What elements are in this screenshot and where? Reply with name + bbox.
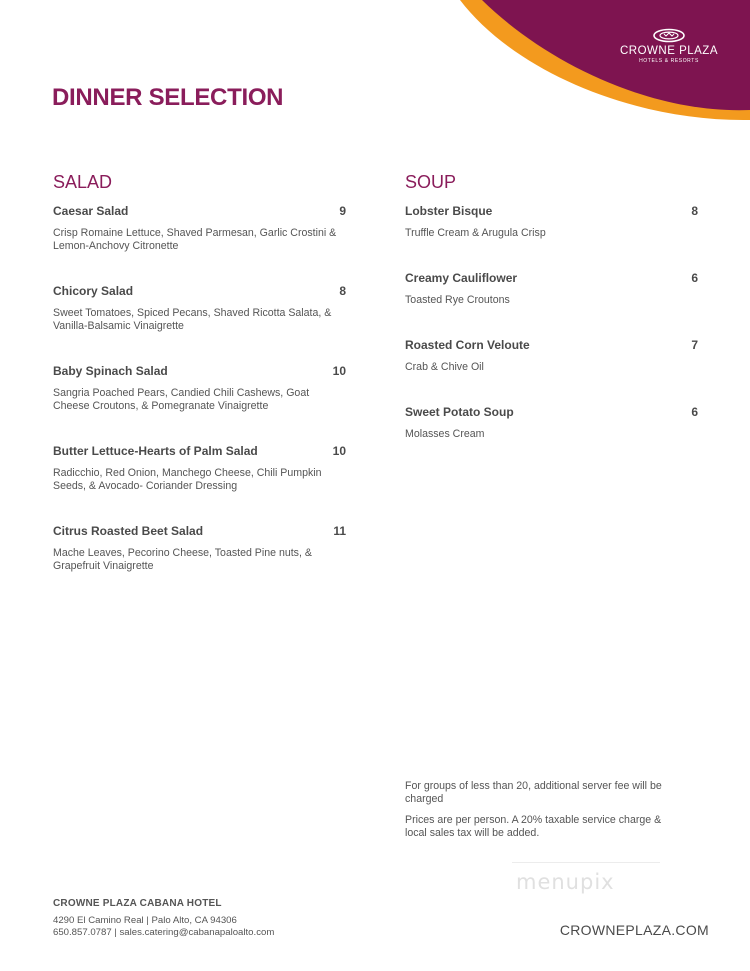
- menu-item-description: Mache Leaves, Pecorino Cheese, Toasted Pine nuts, & Grapefruit Vinaigrette: [53, 547, 312, 572]
- menu-item-price: 9: [339, 204, 346, 218]
- section-heading-soup: SOUP: [405, 172, 457, 192]
- menu-item-price: 8: [691, 204, 698, 218]
- menu-item-name: Chicory Salad: [53, 284, 134, 298]
- menu-item-description: Crab & Chive Oil: [405, 361, 484, 373]
- menu-item: [53, 364, 346, 444]
- pricing-notes: [405, 780, 685, 848]
- menu-item-description: Toasted Rye Croutons: [405, 294, 510, 306]
- menu-item-description: Sangria Poached Pears, Candied Chili Cashews, Goat Cheese Croutons, & Pomegranate Vinaigrette: [53, 387, 310, 412]
- menu-item: [53, 444, 346, 524]
- hotel-phone-email: 650.857.0787 | sales.catering@cabanapaloalto.com: [53, 927, 275, 938]
- menu-item-name: Baby Spinach Salad: [53, 364, 168, 378]
- website-link[interactable]: CROWNEPLAZA.COM: [559, 922, 709, 938]
- hotel-address: 4290 El Camino Real | Palo Alto, CA 94306: [53, 915, 237, 926]
- menu-item-name: Sweet Potato Soup: [405, 405, 514, 419]
- menupix-watermark: menupix: [516, 870, 615, 894]
- salad-section: [53, 172, 346, 604]
- menu-item-description: Molasses Cream: [405, 428, 485, 440]
- brand-name: CROWNE PLAZA: [619, 45, 718, 57]
- menu-item-description: Crisp Romaine Lettuce, Shaved Parmesan, Garlic Crostini & Lemon-Anchovy Citronette: [53, 227, 337, 252]
- menu-item-description: Truffle Cream & Arugula Crisp: [405, 227, 546, 239]
- menu-item-name: Butter Lettuce-Hearts of Palm Salad: [53, 444, 258, 458]
- brand-subtitle: HOTELS & RESORTS: [639, 58, 699, 64]
- menu-item-name: Creamy Cauliflower: [405, 271, 518, 285]
- soup-section: [405, 172, 698, 472]
- menu-item: [405, 338, 698, 405]
- menu-item: [53, 524, 346, 604]
- menu-item-price: 6: [691, 405, 698, 419]
- menu-item-name: Roasted Corn Veloute: [405, 338, 530, 352]
- section-heading-salad: SALAD: [53, 172, 113, 192]
- menu-item: [405, 405, 698, 472]
- note-service-charge: Prices are per person. A 20% taxable service charge & local sales tax will be added.: [405, 814, 662, 839]
- menu-item: [405, 271, 698, 338]
- menu-item-price: 6: [691, 271, 698, 285]
- menu-item-name: Caesar Salad: [53, 204, 129, 218]
- hotel-name: CROWNE PLAZA CABANA HOTEL: [53, 898, 222, 909]
- menu-item-price: 8: [339, 284, 346, 298]
- menu-item-price: 10: [332, 364, 346, 378]
- menu-item-price: 10: [332, 444, 346, 458]
- hotel-contact-block: [53, 898, 274, 939]
- menu-item-description: Sweet Tomatoes, Spiced Pecans, Shaved Ricotta Salata, & Vanilla-Balsamic Vinaigrette: [53, 307, 332, 332]
- menu-item-description: Radicchio, Red Onion, Manchego Cheese, Chili Pumpkin Seeds, & Avocado- Coriander Dressing: [53, 467, 322, 492]
- menu-item-price: 11: [333, 524, 346, 538]
- menu-item: [53, 284, 346, 364]
- menu-item: [405, 204, 698, 271]
- menu-item-price: 7: [691, 338, 698, 352]
- page-title: DINNER SELECTION: [52, 84, 284, 111]
- note-server-fee: For groups of less than 20, additional server fee will be charged: [405, 780, 662, 805]
- watermark-divider: [512, 862, 660, 863]
- brand-logo: [614, 28, 724, 64]
- crown-logo-icon: [652, 28, 686, 43]
- menu-item-name: Lobster Bisque: [405, 204, 493, 218]
- menu-item-name: Citrus Roasted Beet Salad: [53, 524, 204, 538]
- menu-item: [53, 204, 346, 284]
